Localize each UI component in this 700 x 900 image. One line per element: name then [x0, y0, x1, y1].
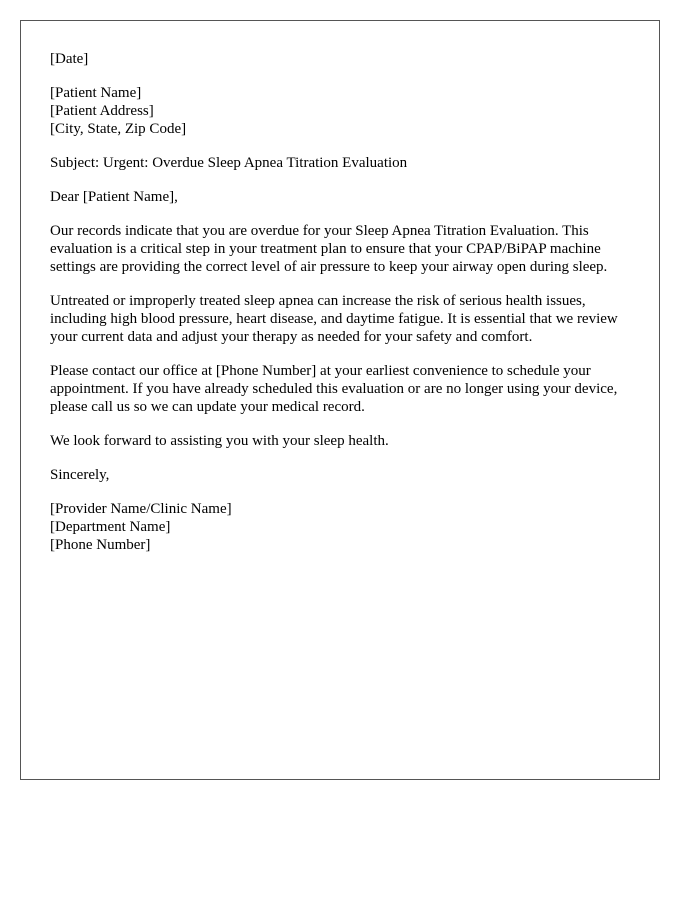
letter-salutation: Dear [Patient Name], — [50, 189, 178, 205]
letter-subject: Subject: Urgent: Overdue Sleep Apnea Titration Evaluation — [50, 155, 408, 171]
body-paragraph-4: We look forward to assisting you with your sleep health. — [50, 433, 389, 449]
recipient-name: [Patient Name] — [50, 85, 142, 101]
letter-date: [Date] — [50, 51, 89, 67]
letter-closing: Sincerely, — [50, 467, 110, 483]
signature-block — [50, 500, 630, 554]
signature-department: [Department Name] — [50, 519, 171, 535]
subject-block — [50, 154, 630, 172]
body-paragraph-3: Please contact our office at [Phone Number] at your earliest convenience to schedule your appointment. If you have already scheduled this evaluation or are no longer using your device, please call us so we can update your medical record. — [50, 363, 618, 415]
recipient-city-state-zip: [City, State, Zip Code] — [50, 121, 187, 137]
letter-body — [50, 50, 630, 570]
recipient-block — [50, 84, 630, 138]
letter-page — [20, 20, 660, 780]
body-paragraph-1: Our records indicate that you are overdue for your Sleep Apnea Titration Evaluation. This evaluation is a critical step in your treatment plan to ensure that your CPAP/BiPAP machine settings are providing the correct level of air pressure to keep your airway open during sleep. — [50, 223, 608, 275]
salutation-block — [50, 188, 630, 206]
signature-phone: [Phone Number] — [50, 537, 151, 553]
date-block — [50, 50, 630, 68]
body-paragraph-2: Untreated or improperly treated sleep apnea can increase the risk of serious health issues, including high blood pressure, heart disease, and daytime fatigue. It is essential that we review your current data and adjust your therapy as needed for your safety and comfort. — [50, 293, 618, 345]
recipient-address: [Patient Address] — [50, 103, 154, 119]
signature-provider: [Provider Name/Clinic Name] — [50, 501, 232, 517]
closing-block — [50, 466, 630, 484]
